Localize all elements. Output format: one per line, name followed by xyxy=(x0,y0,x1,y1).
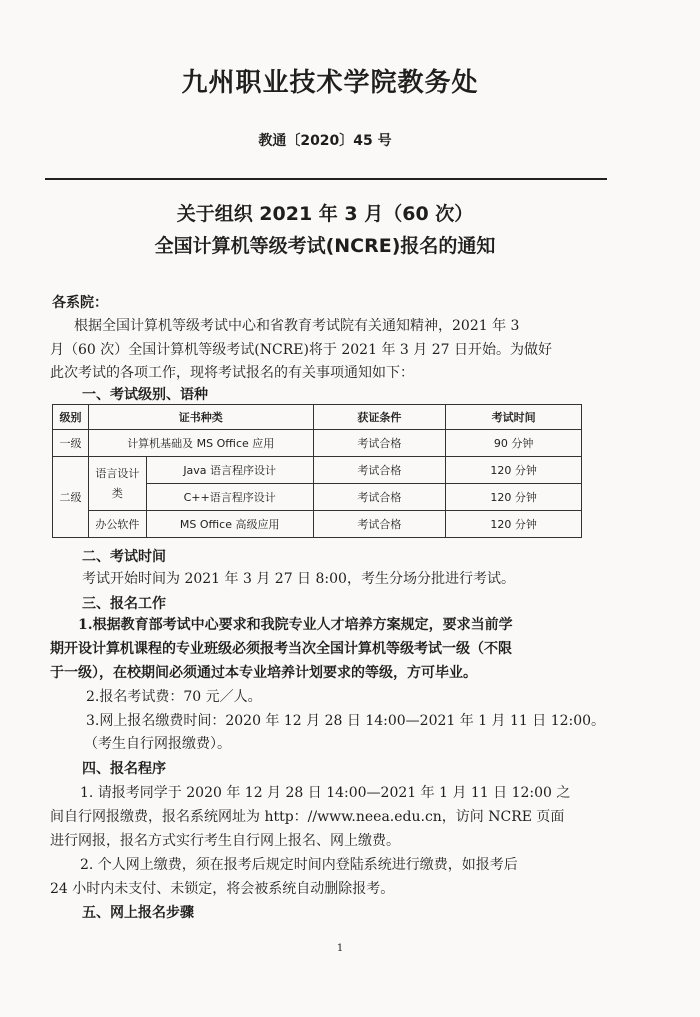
condition-cell: 考试合格 xyxy=(313,430,446,457)
section4-heading: 四、报名程序 xyxy=(82,761,166,777)
document-number: 教通〔2020〕45 号 xyxy=(258,133,392,149)
table-header-cell: 获证条件 xyxy=(313,405,446,430)
intro-line: 根据全国计算机等级考试中心和省教育考试院有关通知精神，2021 年 3 xyxy=(74,318,520,334)
notice-title-line2: 全国计算机等级考试(NCRE)报名的通知 xyxy=(154,235,496,257)
salutation: 各系院： xyxy=(52,295,108,311)
org-title: 九州职业技术学院教务处 xyxy=(181,68,479,98)
category-cell: 办公软件 xyxy=(88,511,146,538)
section4-item1-line: 进行网报，报名方式实行考生自行网上报名、网上缴费。 xyxy=(50,833,400,849)
intro-line: 月（60 次）全国计算机等级考试(NCRE)将于 2021 年 3 月 27 日开始。为做好 xyxy=(50,342,552,358)
condition-cell: 考试合格 xyxy=(313,457,446,484)
category-cell: 语言设计类 xyxy=(88,457,146,511)
exam-levels-table xyxy=(52,404,582,538)
section2-heading: 二、考试时间 xyxy=(82,549,166,565)
header-rule xyxy=(45,178,607,180)
cert-cell: MS Office 高级应用 xyxy=(146,511,313,538)
cert-cell: Java 语言程序设计 xyxy=(146,457,313,484)
table-row xyxy=(53,511,582,538)
time-cell: 120 分钟 xyxy=(446,457,582,484)
section5-heading: 五、网上报名步骤 xyxy=(82,905,194,921)
section3-item1-line: 期开设计算机课程的专业班级必须报考当次全国计算机等级考试一级（不限 xyxy=(50,641,512,657)
time-cell: 90 分钟 xyxy=(446,430,582,457)
section2-text: 考试开始时间为 2021 年 3 月 27 日 8:00，考生分场分批进行考试。 xyxy=(82,571,515,587)
level-cell: 二级 xyxy=(53,457,89,538)
time-cell: 120 分钟 xyxy=(446,484,582,511)
table-row xyxy=(53,430,582,457)
section3-item3-line: （考生自行网报缴费）。 xyxy=(84,736,231,752)
table-header-row xyxy=(53,405,582,430)
table-header-cell: 证书种类 xyxy=(88,405,313,430)
table-header-cell: 级别 xyxy=(53,405,89,430)
section3-item1-line: 1.根据教育部考试中心要求和我院专业人才培养方案规定，要求当前学 xyxy=(78,617,513,633)
section4-item1-line: 1. 请报考同学于 2020 年 12 月 28 日 14:00—2021 年 1 月 11 日 12:00 之 xyxy=(80,785,571,801)
section3-item1-line: 于一级），在校期间必须通过本专业培养计划要求的等级，方可毕业。 xyxy=(50,665,477,681)
condition-cell: 考试合格 xyxy=(313,511,446,538)
section3-item3-line: 3.网上报名缴费时间：2020 年 12 月 28 日 14:00—2021 年 1 月 11 日 12:00。 xyxy=(86,713,606,729)
level-cell: 一级 xyxy=(53,430,89,457)
page-number: 1 xyxy=(336,943,344,954)
section4-item1-line: 间自行网报缴费，报名系统网址为 http：//www.neea.edu.cn，访问 NCRE 页面 xyxy=(50,809,565,825)
intro-line: 此次考试的各项工作，现将考试报名的有关事项通知如下： xyxy=(50,365,414,381)
time-cell: 120 分钟 xyxy=(446,511,582,538)
table-header-cell: 考试时间 xyxy=(446,405,582,430)
section3-heading: 三、报名工作 xyxy=(82,596,166,612)
section3-item2: 2.报名考试费：70 元／人。 xyxy=(86,689,262,705)
section1-heading: 一、考试级别、语种 xyxy=(82,387,208,403)
cert-cell: C++语言程序设计 xyxy=(146,484,313,511)
section4-item2-line: 2. 个人网上缴费，须在报考后规定时间内登陆系统进行缴费，如报考后 xyxy=(80,857,518,873)
notice-title-line1: 关于组织 2021 年 3 月（60 次） xyxy=(176,203,474,225)
condition-cell: 考试合格 xyxy=(313,484,446,511)
table-row xyxy=(53,457,582,484)
cert-cell: 计算机基础及 MS Office 应用 xyxy=(88,430,313,457)
section4-item2-line: 24 小时内未支付、未锁定，将会被系统自动删除报考。 xyxy=(50,881,395,897)
